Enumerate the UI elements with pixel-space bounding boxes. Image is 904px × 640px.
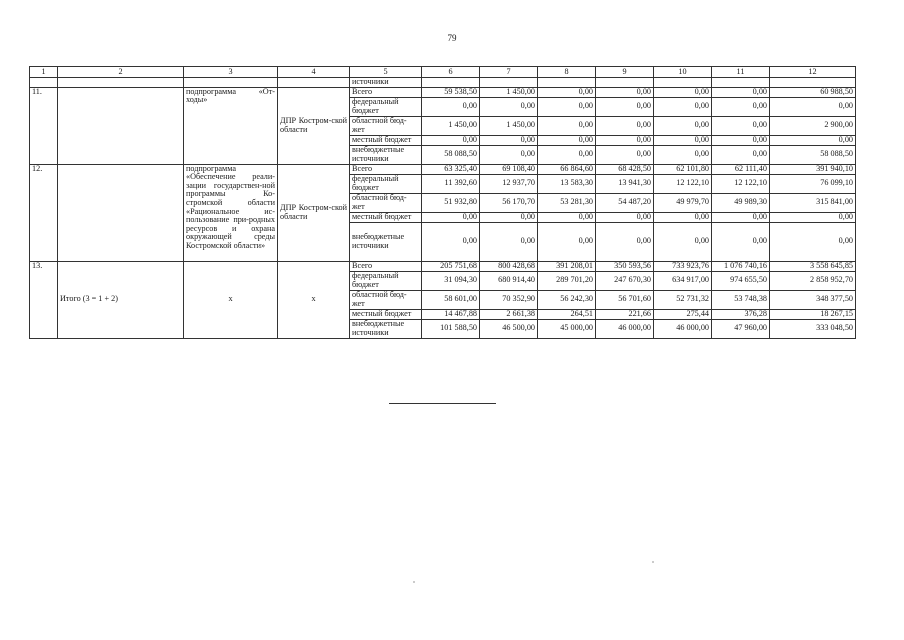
value-cell: 0,00 — [712, 116, 770, 135]
subprogram-name: подпрограмма «Обеспечение реали-зации государствен-ной программы Ко-стромской области «Рациональное ис-пользование при-родных ресурсов и охрана окружающей среды Костромской области» — [184, 164, 278, 261]
value-cell: 800 428,68 — [480, 261, 538, 271]
value-cell: 350 593,56 — [596, 261, 654, 271]
value-cell: 391 208,01 — [538, 261, 596, 271]
value-cell: 0,00 — [770, 97, 856, 116]
value-cell: 0,00 — [480, 222, 538, 261]
value-cell: 62 111,40 — [712, 164, 770, 174]
header-cell: 2 — [58, 67, 184, 78]
value-cell: 0,00 — [712, 222, 770, 261]
row-number: 12. — [30, 164, 58, 261]
blank-cell — [58, 87, 184, 164]
source-cell: внебюджетные источники — [350, 319, 422, 338]
value-cell: 101 588,50 — [422, 319, 480, 338]
value-cell: 0,00 — [480, 97, 538, 116]
value-cell: 1 450,00 — [480, 87, 538, 97]
value-cell: 12 937,70 — [480, 174, 538, 193]
header-cell: 10 — [654, 67, 712, 78]
table-row — [30, 164, 856, 174]
source-cell: федеральный бюджет — [350, 174, 422, 193]
value-cell: 0,00 — [712, 145, 770, 164]
value-cell: 56 701,60 — [596, 290, 654, 309]
value-cell: 0,00 — [770, 222, 856, 261]
value-cell: 54 487,20 — [596, 193, 654, 212]
value-cell: 221,66 — [596, 309, 654, 319]
value-cell: 2 858 952,70 — [770, 271, 856, 290]
header-cell: 3 — [184, 67, 278, 78]
value-cell: 680 914,40 — [480, 271, 538, 290]
value-cell: 66 864,60 — [538, 164, 596, 174]
source-cell: областной бюд-жет — [350, 193, 422, 212]
value-cell: 0,00 — [596, 97, 654, 116]
value-cell: 0,00 — [654, 212, 712, 222]
executor-name: ДПР Костром-ской области — [278, 87, 350, 164]
source-cell: Всего — [350, 164, 422, 174]
value-cell: 315 841,00 — [770, 193, 856, 212]
value-cell: 333 048,50 — [770, 319, 856, 338]
value-cell: 0,00 — [422, 212, 480, 222]
value-cell: 58 601,00 — [422, 290, 480, 309]
value-cell: 46 500,00 — [480, 319, 538, 338]
value-cell: 60 988,50 — [770, 87, 856, 97]
value-cell: 11 392,60 — [422, 174, 480, 193]
source-cell: Всего — [350, 261, 422, 271]
header-cell: 12 — [770, 67, 856, 78]
header-cell: 6 — [422, 67, 480, 78]
source-cell: областной бюд-жет — [350, 290, 422, 309]
source-cell: областной бюд-жет — [350, 116, 422, 135]
value-cell: 1 076 740,16 — [712, 261, 770, 271]
page-number: 79 — [447, 33, 457, 43]
header-cell: 4 — [278, 67, 350, 78]
value-cell: 13 583,30 — [538, 174, 596, 193]
value-cell: 68 428,50 — [596, 164, 654, 174]
source-cell: местный бюджет — [350, 135, 422, 145]
value-cell: 31 094,30 — [422, 271, 480, 290]
value-cell: 3 558 645,85 — [770, 261, 856, 271]
value-cell: 275,44 — [654, 309, 712, 319]
value-cell: 0,00 — [770, 212, 856, 222]
value-cell: 0,00 — [596, 145, 654, 164]
value-cell: 0,00 — [422, 222, 480, 261]
source-cell: федеральный бюджет — [350, 271, 422, 290]
value-cell: 0,00 — [538, 116, 596, 135]
value-cell: 0,00 — [538, 87, 596, 97]
value-cell: 46 000,00 — [654, 319, 712, 338]
value-cell: 62 101,80 — [654, 164, 712, 174]
value-cell: 0,00 — [538, 145, 596, 164]
value-cell: 348 377,50 — [770, 290, 856, 309]
value-cell: 0,00 — [712, 87, 770, 97]
value-cell: 264,51 — [538, 309, 596, 319]
value-cell: 47 960,00 — [712, 319, 770, 338]
table-row — [30, 261, 856, 271]
value-cell: 733 923,76 — [654, 261, 712, 271]
value-cell: 12 122,10 — [654, 174, 712, 193]
budget-table — [29, 66, 856, 339]
source-cell: внебюджетные источники — [350, 222, 422, 261]
value-cell: 0,00 — [538, 212, 596, 222]
scan-speck — [652, 561, 654, 563]
value-cell: 56 170,70 — [480, 193, 538, 212]
column-number-row — [30, 67, 856, 78]
value-cell: 391 940,10 — [770, 164, 856, 174]
value-cell: 69 108,40 — [480, 164, 538, 174]
value-cell: 0,00 — [654, 87, 712, 97]
header-cell: 8 — [538, 67, 596, 78]
value-cell: 63 325,40 — [422, 164, 480, 174]
carryover-row — [30, 78, 856, 88]
source-cell: Всего — [350, 87, 422, 97]
value-cell: 53 748,38 — [712, 290, 770, 309]
value-cell: 0,00 — [654, 145, 712, 164]
value-cell: 0,00 — [654, 116, 712, 135]
header-cell: 11 — [712, 67, 770, 78]
value-cell: 1 450,00 — [480, 116, 538, 135]
value-cell: 0,00 — [538, 222, 596, 261]
value-cell: 0,00 — [712, 135, 770, 145]
scan-speck — [413, 581, 415, 583]
source-cell: федеральный бюджет — [350, 97, 422, 116]
executor-name: ДПР Костром-ской области — [278, 164, 350, 261]
value-cell: 0,00 — [712, 97, 770, 116]
value-cell: 0,00 — [654, 135, 712, 145]
value-cell: 49 979,70 — [654, 193, 712, 212]
cross-mark: х — [184, 261, 278, 338]
subprogram-name: подпрограмма «От-ходы» — [184, 87, 278, 164]
row-number: 13. — [30, 261, 58, 338]
table-row — [30, 87, 856, 97]
value-cell: 0,00 — [422, 97, 480, 116]
source-cell: местный бюджет — [350, 309, 422, 319]
header-cell: 7 — [480, 67, 538, 78]
source-cell: внебюджетные источники — [350, 145, 422, 164]
value-cell: 18 267,15 — [770, 309, 856, 319]
value-cell: 14 467,88 — [422, 309, 480, 319]
value-cell: 58 088,50 — [422, 145, 480, 164]
source-cell: местный бюджет — [350, 212, 422, 222]
value-cell: 70 352,90 — [480, 290, 538, 309]
value-cell: 45 000,00 — [538, 319, 596, 338]
value-cell: 376,28 — [712, 309, 770, 319]
blank-cell — [58, 164, 184, 261]
row-number: 11. — [30, 87, 58, 164]
value-cell: 0,00 — [480, 212, 538, 222]
value-cell: 0,00 — [538, 135, 596, 145]
value-cell: 59 538,50 — [422, 87, 480, 97]
value-cell: 0,00 — [596, 135, 654, 145]
value-cell: 974 655,50 — [712, 271, 770, 290]
value-cell: 49 989,30 — [712, 193, 770, 212]
value-cell: 0,00 — [712, 212, 770, 222]
value-cell: 634 917,00 — [654, 271, 712, 290]
value-cell: 0,00 — [596, 222, 654, 261]
value-cell: 52 731,32 — [654, 290, 712, 309]
header-cell: 9 — [596, 67, 654, 78]
value-cell: 0,00 — [654, 97, 712, 116]
header-cell: 1 — [30, 67, 58, 78]
value-cell: 46 000,00 — [596, 319, 654, 338]
value-cell: 0,00 — [770, 135, 856, 145]
value-cell: 0,00 — [596, 116, 654, 135]
value-cell: 205 751,68 — [422, 261, 480, 271]
value-cell: 12 122,10 — [712, 174, 770, 193]
value-cell: 51 932,80 — [422, 193, 480, 212]
cross-mark: х — [278, 261, 350, 338]
source-cell: источники — [350, 78, 422, 88]
value-cell: 56 242,30 — [538, 290, 596, 309]
value-cell: 76 099,10 — [770, 174, 856, 193]
value-cell: 53 281,30 — [538, 193, 596, 212]
value-cell: 2 661,38 — [480, 309, 538, 319]
value-cell: 0,00 — [596, 87, 654, 97]
value-cell: 289 701,20 — [538, 271, 596, 290]
value-cell: 0,00 — [538, 97, 596, 116]
value-cell: 0,00 — [422, 135, 480, 145]
total-label: Итого (3 = 1 + 2) — [58, 261, 184, 338]
value-cell: 247 670,30 — [596, 271, 654, 290]
value-cell: 13 941,30 — [596, 174, 654, 193]
value-cell: 58 088,50 — [770, 145, 856, 164]
header-cell: 5 — [350, 67, 422, 78]
value-cell: 0,00 — [480, 145, 538, 164]
value-cell: 1 450,00 — [422, 116, 480, 135]
value-cell: 0,00 — [596, 212, 654, 222]
value-cell: 0,00 — [480, 135, 538, 145]
value-cell: 0,00 — [654, 222, 712, 261]
value-cell: 2 900,00 — [770, 116, 856, 135]
closing-rule — [389, 403, 496, 404]
